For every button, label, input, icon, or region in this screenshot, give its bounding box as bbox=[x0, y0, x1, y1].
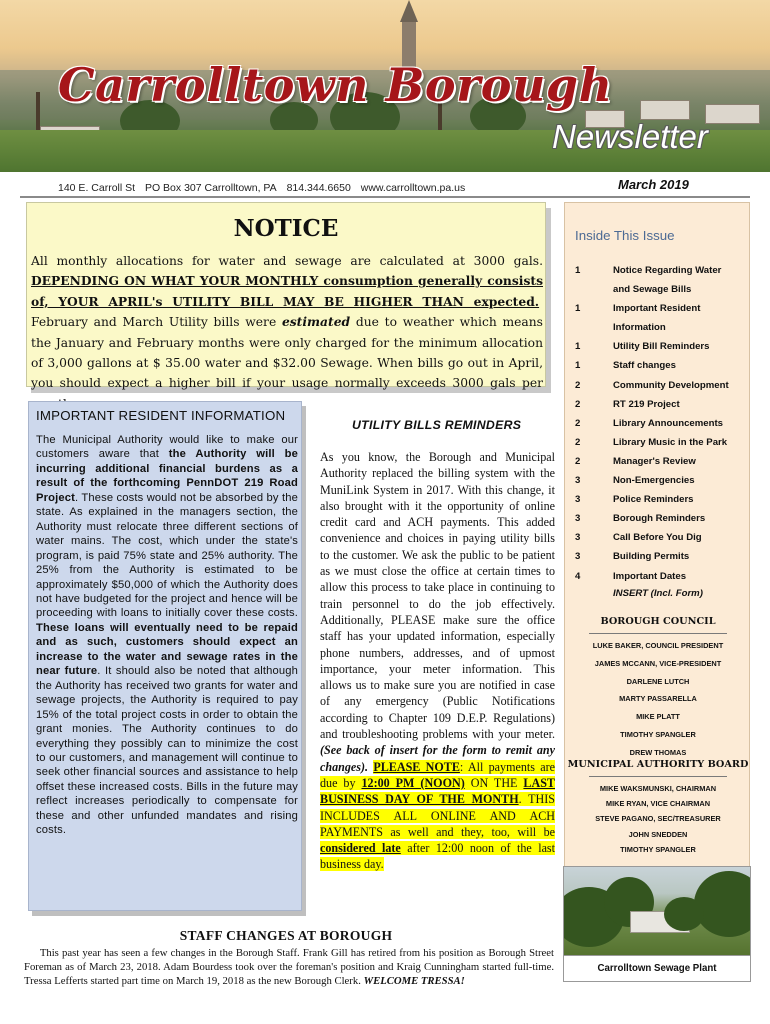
toc-label: Utility Bill Reminders bbox=[613, 341, 710, 353]
toc-page-number: 3 bbox=[575, 475, 581, 487]
toc-page-number: 2 bbox=[575, 398, 581, 410]
notice-warning: DEPENDING ON WHAT YOUR MONTHLY consumption generally consists of, YOUR APRIL's UTILITY BILL MAY BE HIGHER THAN expected. bbox=[31, 273, 543, 309]
toc-label: Borough Reminders bbox=[613, 513, 706, 525]
toc-row[interactable] bbox=[575, 532, 747, 551]
deadline-text-3: . THIS INCLUDES ALL ONLINE AND ACH PAYMENTS as well and they, too, will be bbox=[320, 792, 556, 839]
notice-text-1: All monthly allocations for water and sewage are calculated at 3000 gals. bbox=[31, 254, 543, 268]
council-member: DARLENE LUTCH bbox=[626, 676, 690, 686]
staff-changes-body bbox=[24, 946, 554, 988]
toc-page-number: 1 bbox=[575, 360, 581, 372]
newsletter-subhead: Newsletter bbox=[552, 118, 708, 155]
utility-reminders-title: UTILITY BILLS REMINDERS bbox=[352, 418, 522, 432]
street-address: 140 E. Carroll St bbox=[58, 182, 136, 194]
authority-member: MIKE RYAN, VICE CHAIRMAN bbox=[605, 799, 711, 809]
toc-page-number: 1 bbox=[575, 341, 581, 353]
toc-label: Police Reminders bbox=[613, 494, 694, 506]
toc-page-number: 2 bbox=[575, 436, 581, 448]
toc-label: Building Permits bbox=[613, 551, 690, 563]
please-note-label: PLEASE NOTE bbox=[373, 759, 460, 774]
toc-label: Information bbox=[613, 322, 666, 334]
toc-page-number: 1 bbox=[575, 265, 581, 276]
toc-label: Library Announcements bbox=[613, 417, 723, 429]
welcome-note: WELCOME TRESSA! bbox=[363, 975, 465, 988]
toc-row[interactable] bbox=[575, 380, 747, 399]
toc-page-number: 3 bbox=[575, 532, 581, 544]
toc-label: RT 219 Project bbox=[613, 398, 680, 410]
resident-info-body bbox=[36, 433, 298, 838]
toc-row[interactable] bbox=[575, 284, 747, 303]
notice-emphasis: estimated bbox=[281, 314, 351, 330]
sidebar bbox=[564, 202, 750, 870]
deadline-text-1: : All payments are due by bbox=[320, 759, 555, 790]
deadline-time: 12:00 PM (NOON) bbox=[361, 775, 465, 790]
toc-label: Important Resident bbox=[613, 303, 701, 315]
council-member: TIMOTHY SPANGLER bbox=[620, 730, 696, 739]
toc-row[interactable] bbox=[575, 456, 747, 475]
resident-bold-2: These loans will eventually need to be repaid and as such, customers should expect an increase to the water and sewage rates in the near future bbox=[36, 621, 298, 678]
sewage-plant-photo bbox=[563, 866, 751, 956]
issue-date: March 2019 bbox=[618, 177, 689, 192]
utility-text: As you know, the Borough and Municipal Authority replaced the billing system with the MuniLink System in 2017. With this change, it also brought with it the opportunity of online credit card and ACH payments. This added convenience and choices in paying utility bills to the customer. We ask the public to be patient as we must close the office at certain times to allow this process to take place in continuing to train personnel to do the job effectively. Additionally, PLEASE make sure the office staff has your updated information, especially phone numbers, addresses, and of upmost importance, your meter information. This allows us to make sure you are notified in case of any emergency (Public Notifications according to Chapter 109 D.E.P. Regulations) and troubleshooting problems with your meter. bbox=[320, 450, 555, 742]
photo-caption: Carrolltown Sewage Plant bbox=[563, 956, 751, 982]
authority-member: JOHN SNEDDEN bbox=[628, 829, 688, 839]
toc-row[interactable] bbox=[575, 360, 747, 379]
notice-title: NOTICE bbox=[233, 215, 339, 242]
council-divider bbox=[589, 633, 727, 634]
staff-changes-title: STAFF CHANGES AT BOROUGH bbox=[179, 928, 393, 943]
toc-page-number: 3 bbox=[575, 551, 581, 563]
resident-bold-1: the Authority will be incurring additional financial burdens as a result of the forthcoming PennDOT 219 Road Project bbox=[36, 448, 298, 504]
toc-row[interactable] bbox=[575, 475, 747, 494]
notice-box bbox=[26, 202, 546, 391]
borough-council-title: BOROUGH COUNCIL bbox=[600, 616, 716, 627]
utility-form-note: (See back of insert for the form to remit any changes). bbox=[320, 743, 555, 774]
toc-label: and Sewage Bills bbox=[613, 284, 692, 296]
toc-row[interactable] bbox=[575, 437, 747, 456]
notice-text-3: due to weather which means the January and February months were only charged for the minimum allocation of 3,000 gallons at $ 35.00 water and $32.00 Sewage. When bills go out in April, you should expect a higher bill if your usage normally exceeds 3000 gals per bbox=[31, 315, 543, 391]
council-member: MIKE PLATT bbox=[636, 712, 680, 722]
toc-row[interactable] bbox=[575, 494, 747, 513]
toc-label: Library Music in the Park bbox=[613, 436, 728, 448]
toc-label: Important Dates bbox=[613, 570, 687, 582]
notice-body bbox=[31, 251, 543, 414]
resident-info-title: IMPORTANT RESIDENT INFORMATION bbox=[36, 408, 286, 423]
insert-note: INSERT (Incl. Form) bbox=[613, 588, 703, 599]
resident-text-3: . It should also be noted that although the Authority has received two grants for water and sewage projects, the Authority is required to pay 15% of the total project costs in order to obtain the grant monies. The Authority continues to do everything they possibly can to minimize the cost to our customers, and management will continue to seek other financial sources and assistance to help offset these increased costs. Bills in the future may reflect increases periodically to compensate for these and other unfunded mandates and rising costs. bbox=[36, 665, 298, 837]
authority-member: TIMOTHY SPANGLER bbox=[620, 844, 696, 854]
table-of-contents bbox=[575, 265, 747, 590]
toc-label: Manager's Review bbox=[613, 455, 696, 467]
authority-member: MIKE WAKSMUNSKI, CHAIRMAN bbox=[599, 784, 717, 793]
inside-this-issue-title: Inside This Issue bbox=[575, 228, 675, 243]
resident-text-2: . These costs would not be absorbed by the state. As explained in the managers section, the Authority must relocate three different sections of water mains. The cost, which under the state's program, is paid 75% state and 25% authority. The 25% from the Authority is estimated to be approximately $50,000 of which the Authority does not have budgeted for the project and hence will be proceeding with loans to initially cover these costs. bbox=[36, 491, 298, 620]
po-box: PO Box 307 Carrolltown, PA bbox=[144, 182, 277, 194]
council-member: DREW THOMAS bbox=[629, 747, 687, 757]
toc-page-number: 2 bbox=[575, 379, 581, 391]
toc-page-number: 1 bbox=[575, 303, 581, 315]
council-member: JAMES MCCANN, VICE-PRESIDENT bbox=[594, 658, 722, 668]
authority-member: STEVE PAGANO, SEC/TREASURER bbox=[595, 814, 721, 824]
header-divider bbox=[20, 196, 750, 198]
toc-row[interactable] bbox=[575, 551, 747, 570]
resident-info-box bbox=[28, 401, 302, 911]
council-member: LUKE BAKER, COUNCIL PRESIDENT bbox=[592, 641, 724, 650]
newsletter-masthead: Carrolltown Borough bbox=[58, 58, 613, 112]
staff-text: This past year has seen a few changes in the Borough Staff. Frank Gill has retired from his position as Borough Street Foreman as of March 23, 2018. Adam Bourdess took over the foreman's position and Kraig Cunningham started full-time. Tressa Lefferts started part time on March 19, 2018 as the new Borough Clerk. bbox=[24, 947, 555, 988]
toc-label: Notice Regarding Water bbox=[613, 265, 722, 276]
website-link[interactable]: www.carrolltown.pa.us bbox=[360, 182, 466, 194]
late-label: considered late bbox=[320, 841, 401, 856]
toc-row[interactable] bbox=[575, 265, 747, 284]
toc-label: Staff changes bbox=[613, 360, 676, 372]
toc-page-number: 3 bbox=[575, 494, 581, 506]
toc-label: Call Before You Dig bbox=[613, 532, 702, 544]
notice-text-2: February and March Utility bills were bbox=[31, 315, 277, 330]
toc-row[interactable] bbox=[575, 399, 747, 418]
toc-label: Community Development bbox=[613, 379, 729, 391]
authority-divider bbox=[589, 776, 727, 777]
phone-number: 814.344.6650 bbox=[286, 182, 351, 194]
toc-row[interactable] bbox=[575, 571, 747, 590]
utility-reminders-body bbox=[320, 449, 555, 873]
deadline-day: LAST BUSINESS DAY OF THE MONTH bbox=[320, 775, 555, 807]
toc-label: Non-Emergencies bbox=[613, 475, 695, 487]
authority-board-title: MUNICIPAL AUTHORITY BOARD bbox=[567, 759, 749, 770]
deadline-text-4: after 12:00 noon of the last business day. bbox=[320, 841, 555, 872]
toc-page-number: 3 bbox=[575, 513, 581, 525]
address-line bbox=[58, 182, 472, 194]
toc-row[interactable] bbox=[575, 303, 747, 322]
payment-deadline-note bbox=[320, 760, 555, 872]
toc-page-number: 4 bbox=[575, 570, 581, 582]
council-member: MARTY PASSARELLA bbox=[619, 694, 697, 704]
toc-row[interactable] bbox=[575, 418, 747, 437]
deadline-text-2: ON THE bbox=[464, 775, 524, 790]
resident-text-1: The Municipal Authority would like to make our customers aware that bbox=[36, 434, 298, 461]
toc-row[interactable] bbox=[575, 513, 747, 532]
toc-page-number: 2 bbox=[575, 417, 581, 429]
toc-row[interactable] bbox=[575, 322, 747, 341]
toc-page-number: 2 bbox=[575, 455, 581, 467]
toc-row[interactable] bbox=[575, 341, 747, 360]
